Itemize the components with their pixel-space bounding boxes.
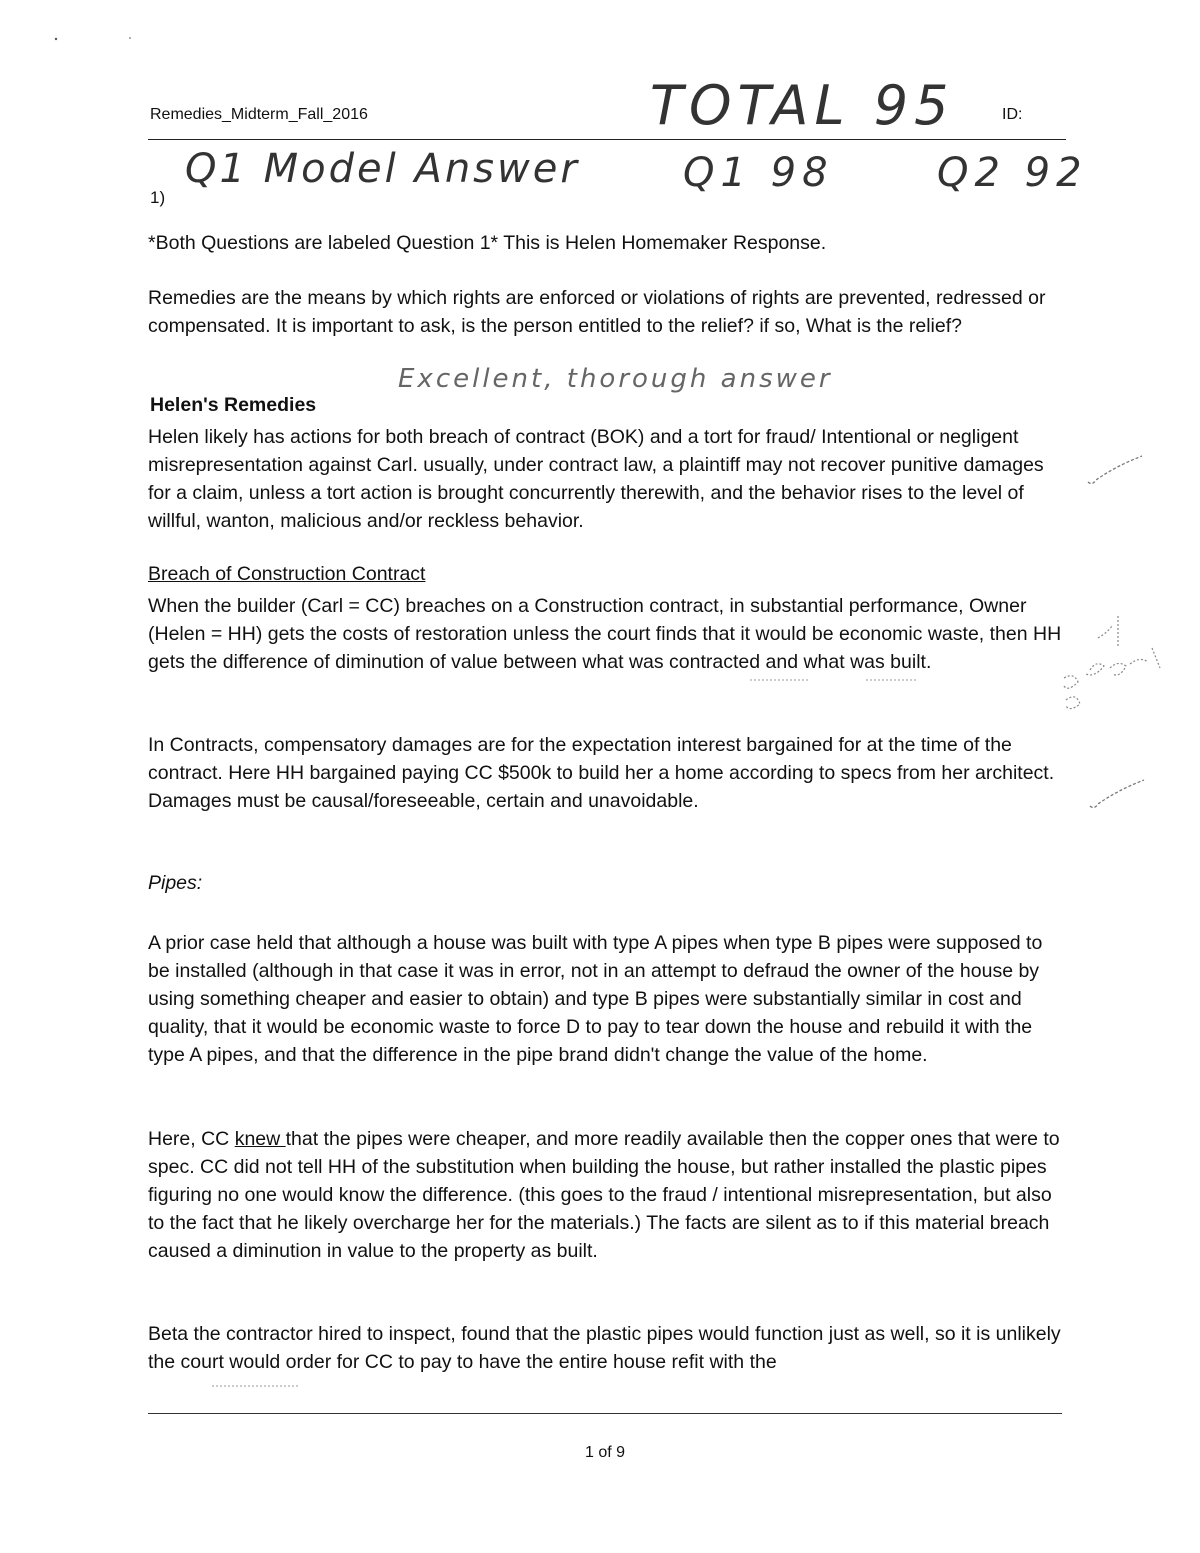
section-heading: Helen's Remedies xyxy=(150,394,317,416)
underline-stroke xyxy=(748,676,928,684)
handwritten-model-answer: Q1 Model Answer xyxy=(185,146,580,192)
intro-note xyxy=(148,229,1064,257)
paragraph-actions-text: Helen likely has actions for both breach of contract (BOK) and a tort for fraud/ Intentional or negligent misrepresentation against Carl. usually, under contract law, a plaintiff may not recover punitive damages for a claim, unless a tort action is brought concurrently therewith, and the behavior rises to the level of willful, wanton, malicious and/or reckless behavior. xyxy=(148,426,1044,532)
paragraph-actions xyxy=(148,423,1064,535)
checkmark-icon xyxy=(1088,776,1148,812)
paragraph-here xyxy=(148,1125,1064,1265)
paragraph-beta-text: Beta the contractor hired to inspect, found that the plastic pipes would function just as well, so it is unlikely the court would order for CC to pay to have the entire house refit with the xyxy=(148,1323,1061,1373)
header-divider xyxy=(148,139,1066,140)
footer-divider xyxy=(148,1413,1062,1414)
paragraph-remedies xyxy=(148,284,1064,340)
handwritten-comment: Excellent, thorough answer xyxy=(398,364,833,394)
page-number: 1 of 9 xyxy=(584,1444,626,1461)
id-label: ID: xyxy=(1002,106,1023,123)
handwritten-total-score: TOTAL 95 xyxy=(650,74,955,137)
paragraph-contracts-text: In Contracts, compensatory damages are for the expectation interest bargained for at the time of the contract. Here HH bargained paying CC $500k to build her a home according to specs from her architect. Damages must be causal/foreseeable, certain and unavoidable. xyxy=(148,734,1055,812)
paragraph-prior-case-text: A prior case held that although a house was built with type A pipes when type B pipes were supposed to be installed (although in that case it was in error, not in an attempt to defraud the owner of the house by using something cheaper and easier to obtain) and type B pipes were substantially similar in cost and quality, that it would be economic waste to force D to pay to tear down the house and rebuild it with the type A pipes, and that the difference in the pipe brand didn't change the value of the home. xyxy=(148,932,1043,1066)
subheading-breach: Breach of Construction Contract xyxy=(148,563,426,585)
margin-scribble-icon xyxy=(1060,608,1170,728)
document-title: Remedies_Midterm_Fall_2016 xyxy=(150,106,368,123)
handwritten-q1-score: Q1 98 xyxy=(683,150,834,196)
paragraph-contracts xyxy=(148,731,1064,815)
checkmark-icon xyxy=(1086,452,1146,488)
paragraph-here-underlined: knew xyxy=(234,1128,286,1150)
paragraph-prior-case xyxy=(148,929,1064,1069)
question-number: 1) xyxy=(150,188,166,207)
scan-speck xyxy=(52,34,142,44)
paragraph-builder-text: When the builder (Carl = CC) breaches on a Construction contract, in substantial performance, Owner (Helen = HH) gets the costs of restoration unless the court finds that it would be economic waste, then HH gets the difference of diminution of value between what was contracted and what was built. xyxy=(148,595,1062,673)
paragraph-here-text xyxy=(148,1125,1064,1265)
paragraph-builder xyxy=(148,592,1064,676)
paragraph-here-before: Here, CC xyxy=(148,1128,235,1150)
intro-note-text: *Both Questions are labeled Question 1* This is Helen Homemaker Response. xyxy=(148,232,827,254)
underline-stroke xyxy=(210,1382,310,1390)
subheading-pipes: Pipes: xyxy=(148,872,203,894)
paragraph-remedies-text: Remedies are the means by which rights are enforced or violations of rights are prevented, redressed or compensated. It is important to ask, is the person entitled to the relief? if so, What is the relief? xyxy=(148,287,1046,337)
handwritten-q2-score: Q2 92 xyxy=(937,150,1088,196)
paragraph-here-after: that the pipes were cheaper, and more readily available then the copper ones that were to spec. CC did not tell HH of the substitution when building the house, but rather installed the plastic pipes figuring no one would know the difference. (this goes to the fraud / intentional misrepresentation, but also to the fact that he likely overcharge her for the materials.) The facts are silent as to if this material breach caused a diminution in value to the property as built. xyxy=(148,1128,1060,1262)
paragraph-beta xyxy=(148,1320,1064,1376)
